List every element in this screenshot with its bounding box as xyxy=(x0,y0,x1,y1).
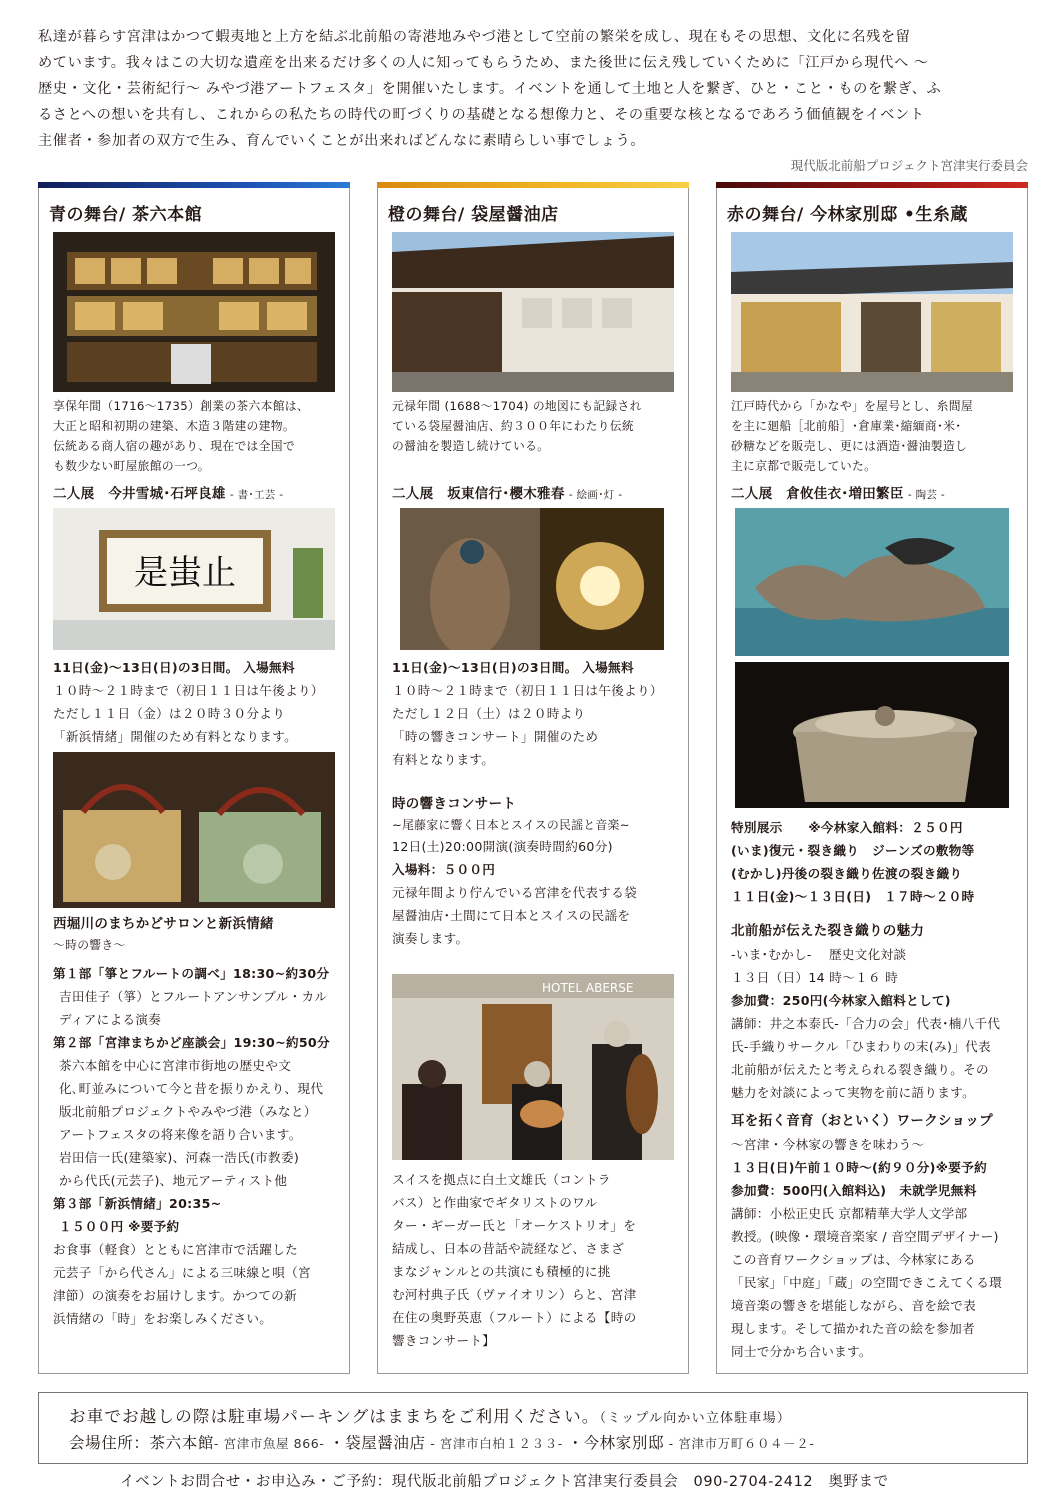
fukuya-building-photo xyxy=(392,232,674,392)
intro-line: めています。我々はこの大切な遺産を出来るだけ多くの人に知ってもらうため、また後世に伝え残していくために「江戸から現代へ ～ xyxy=(38,55,929,71)
desc-line: 主に京都で販売していた。 xyxy=(731,459,877,473)
concert-subtitle: ~尾藤家に響く日本とスイスの民謡と音楽~ xyxy=(392,818,630,832)
concert-price: 入場料：５００円 xyxy=(392,862,496,877)
part3-heading: 第３部「新浜情緒」20:35~ xyxy=(53,1196,222,1211)
sched-line: 「新浜情緒」開催のため有料となります。 xyxy=(53,729,297,744)
parking-notice xyxy=(69,1403,791,1427)
workshop-section xyxy=(731,1110,1017,1363)
description xyxy=(392,396,678,456)
concert-time: 12日(土)20:00開演(演奏時間約60分) xyxy=(392,839,613,854)
part3-line: 浜情緒の「時」をお楽しみください。 xyxy=(53,1311,273,1326)
desc-line: 砂糖などを販売し、更には酒造･醤油製造し xyxy=(731,439,968,453)
sched-line: 「時の響きコンサート」開催のため xyxy=(392,729,599,744)
desc-line: の醤油を製造し続けている。 xyxy=(392,439,550,453)
craft-bags-photo xyxy=(53,752,335,908)
concert-desc-line: ター・ギーガー氏と「オーケストリオ」を xyxy=(392,1218,637,1233)
desc-line: 江戸時代から「かなや」を屋号とし、糸間屋 xyxy=(731,399,973,413)
intro-text xyxy=(38,24,1028,154)
exhibit-genre: - 絵画･灯 - xyxy=(568,489,623,501)
workshop-fee: 参加費：500円(入館料込) 未就学児無料 xyxy=(731,1183,977,1198)
exhibit-title: 二人展 今井雪城･石坪良雄 xyxy=(53,486,226,502)
salon-program xyxy=(53,962,339,1330)
sched-line: １０時～２１時まで（初日１１日は午後より） xyxy=(392,683,663,698)
concert-performers-photo xyxy=(392,974,674,1160)
talk-line: -いま･むかし- 歴史文化対談 xyxy=(731,947,907,962)
part1-heading: 第１部「箏とフルートの調べ」18:30~約30分 xyxy=(53,966,330,981)
sched-line: 有料となります。 xyxy=(392,752,495,767)
special-line: 特別展示 ※今林家入館料：２５０円 xyxy=(731,820,963,835)
workshop-line: この音育ワークショップは、今林家にある xyxy=(731,1252,976,1267)
salon-section xyxy=(53,914,339,955)
talk-line: 北前船が伝えたと考えられる裂き織り。その xyxy=(731,1062,989,1077)
svg-text:是蚩止: 是蚩止 xyxy=(134,553,236,593)
description xyxy=(53,396,339,476)
desc-line: も数少ない町屋旅館の一つ。 xyxy=(53,459,210,473)
concert-section xyxy=(392,794,678,950)
part2-line: 版北前船プロジェクトやみやづ港（みなと） xyxy=(59,1104,317,1119)
exhibit-heading xyxy=(53,484,339,506)
venue-address: - 宮津市魚屋 866- xyxy=(213,1436,330,1451)
sched-line: １０時～２１時まで（初日１１日は午後より） xyxy=(53,683,324,698)
desc-line: を主に廻船［北前船］･倉庫業･縮緬商･米･ xyxy=(731,419,962,433)
chaloku-building-photo xyxy=(53,232,335,392)
concert-desc-line: 在住の奥野英恵（フルート）による【時の xyxy=(392,1310,637,1325)
intro-line: 歴史・文化・芸術紀行～ みやづ港アートフェスタ」を開催いたします。イベントを通して土地と人を繋ぎ、ひと・こと・ものを繋ぎ、ふ xyxy=(38,81,942,97)
intro-signature: 現代版北前船プロジェクト宮津実行委員会 xyxy=(790,158,1028,173)
workshop-line: 教授。(映像・環境音楽家 / 音空間デザイナー) xyxy=(731,1229,999,1244)
blue-accent-bar xyxy=(38,182,350,188)
exhibit-genre: - 書･工芸 - xyxy=(229,489,284,501)
stage-title: 青の舞台/ 茶六本館 xyxy=(49,205,203,225)
talk-line: 魅力を対談によって実物を前に語ります。 xyxy=(731,1085,975,1100)
workshop-title: 耳を拓く音育（おといく）ワークショップ xyxy=(731,1113,993,1129)
desc-line: 大正と昭和初期の建築、木造３階建の建物。 xyxy=(53,419,295,433)
column-orange-stage xyxy=(377,186,689,1374)
column-red-stage xyxy=(716,186,1028,1374)
intro-line: 私達が暮らす宮津はかつて蝦夷地と上方を結ぶ北前船の寄港地みやづ港として空前の繁栄を成し、現在もその思想、文化に名残を留 xyxy=(38,29,911,45)
desc-line: 享保年間（1716～1735）創業の茶六本館は、 xyxy=(53,399,309,413)
workshop-line: 境音楽の響きを堪能しながら、音を絵で表 xyxy=(731,1298,976,1313)
workshop-line: 同士で分かち合います。 xyxy=(731,1344,872,1359)
concert-desc-line: バス）と作曲家でギタリストのワル xyxy=(392,1195,598,1210)
part3-line: お食事（軽食）とともに宮津市で活躍した xyxy=(53,1242,298,1257)
sched-line: ただし１１日（金）は２０時３０分より xyxy=(53,706,286,721)
part2-line: 茶六本館を中心に宮津市街地の歴史や文 xyxy=(59,1058,292,1073)
concert-desc-line: まなジャンルとの共演にも積極的に挑 xyxy=(392,1264,611,1279)
part3-line: 津節）の演奏をお届けします。かつての新 xyxy=(53,1288,297,1303)
workshop-line: 現します。そして描かれた音の絵を参加者 xyxy=(731,1321,975,1336)
part3-line: 元芸子「から代さん」による三味線と唄（宮 xyxy=(53,1265,311,1280)
concert-desc-line: 響きコンサート】 xyxy=(392,1333,496,1348)
ceramic-pot-photo xyxy=(735,662,1009,808)
concert-line: 元禄年間より佇んでいる宮津を代表する袋 xyxy=(392,885,637,900)
exhibit-heading xyxy=(731,484,1017,506)
special-line: １１日(金)～１３日(日) １７時～２０時 xyxy=(731,889,975,904)
part2-line: アートフェスタの将来像を語り合います。 xyxy=(59,1127,302,1142)
part1-line: 吉田佳子（箏）とフルートアンサンブル・カル xyxy=(59,989,328,1004)
intro-line: 主催者・参加者の双方で生み、育んでいくことが出来ればどんなに素晴らしい事でしょう。 xyxy=(38,133,646,149)
stage-title: 橙の舞台/ 袋屋醤油店 xyxy=(388,205,559,225)
desc-line: 元禄年間 (1688～1704) の地図にも記録され xyxy=(392,399,642,413)
workshop-subtitle: ～宮津・今林家の響きを味わう～ xyxy=(731,1137,925,1152)
exhibit-title: 二人展 坂東信行･櫻木雅春 xyxy=(392,486,565,502)
talk-title: 北前船が伝えた裂き織りの魅力 xyxy=(731,923,925,939)
talk-line: 氏-手織りサークル「ひまわりの末(み)」代表 xyxy=(731,1039,991,1054)
workshop-line: 講師：小松正史氏 京都精華大学人文学部 xyxy=(731,1206,968,1221)
salon-subtitle: ～時の響き～ xyxy=(53,938,126,952)
schedule xyxy=(392,656,678,771)
part2-heading: 第２部「宮津まちかど座談会」19:30~約50分 xyxy=(53,1035,330,1050)
concert-line: 屋醤油店･土間にて日本とスイスの民謡を xyxy=(392,908,631,923)
venue-info-box xyxy=(38,1392,1028,1464)
desc-line: 伝統ある商人宿の趣があり、現在では全国で xyxy=(53,439,295,453)
part3-price: １５００円 ※要予約 xyxy=(59,1219,180,1234)
desc-line: ている袋屋醤油店、約３００年にわたり伝統 xyxy=(392,419,634,433)
concert-line: 演奏します。 xyxy=(392,931,469,946)
column-blue-stage xyxy=(38,186,350,1374)
imabayashi-house-photo xyxy=(731,232,1013,392)
description xyxy=(731,396,1017,476)
dates: 11日(金)～13日(日)の3日間。 入場無料 xyxy=(392,660,634,675)
venue-name: ・今林家別邸 xyxy=(567,1434,665,1452)
venue-name: 茶六本館 xyxy=(149,1434,214,1452)
salon-title: 西堀川のまちかどサロンと新浜情緒 xyxy=(53,916,274,932)
painting-light-photo xyxy=(400,508,664,650)
exhibit-title: 二人展 倉攸佳衣･増田繁臣 xyxy=(731,486,904,502)
part2-line: 岩田信一氏(建築家)、河森一浩氏(市教委) xyxy=(59,1150,300,1165)
concert-desc-line: スイスを拠点に白土文雄氏（コントラ xyxy=(392,1172,611,1187)
special-line: (いま)復元・裂き織り ジーンズの敷物等 xyxy=(731,843,975,858)
parking-note: （ミップル向かい立体駐車場） xyxy=(599,1411,792,1426)
venue-name: ・袋屋醤油店 xyxy=(329,1434,426,1452)
part2-line: から代氏(元芸子)、地元アーティスト他 xyxy=(59,1173,288,1188)
venue-address: - 宮津市白柏１２３３- xyxy=(425,1436,568,1451)
parking-text: お車でお越しの際は駐車場パーキングはままちをご利用ください。 xyxy=(69,1407,600,1426)
venue-address: - 宮津市万町６０４－２- xyxy=(664,1436,815,1451)
contact-line: イベントお問合せ・お申込み・ご予約：現代版北前船プロジェクト宮津実行委員会 090-2704-2412 奥野まで xyxy=(120,1474,889,1490)
talk-line: １３日（日）14 時～１６ 時 xyxy=(731,970,899,985)
dates: 11日(金)～13日(日)の3日間。 入場無料 xyxy=(53,660,295,675)
concert-desc-line: 結成し、日本の昔話や読経など、さまざ xyxy=(392,1241,625,1256)
concert-title: 時の響きコンサート xyxy=(392,796,517,812)
special-exhibit xyxy=(731,816,1017,908)
concert-desc-line: む河村典子氏（ヴァイオリン）らと、宮津 xyxy=(392,1287,637,1302)
venue-label: 会場住所： xyxy=(69,1434,150,1452)
ceramic-sculpture-photo xyxy=(735,508,1009,656)
exhibit-heading xyxy=(392,484,678,506)
part2-line: 化､町並みについて今と昔を振りかえり、現代 xyxy=(59,1081,324,1096)
part1-line: ディアによる演奏 xyxy=(59,1012,162,1027)
talk-fee: 参加費：250円(今林家入館料として) xyxy=(731,993,951,1008)
orange-accent-bar xyxy=(377,182,689,188)
stage-title: 赤の舞台/ 今林家別邸 •生糸蔵 xyxy=(727,205,968,225)
concert-description xyxy=(392,1168,678,1352)
calligraphy-exhibit-photo xyxy=(53,508,335,650)
special-line: (むかし)丹後の裂き織り佐渡の裂き織り xyxy=(731,866,963,881)
talk-section xyxy=(731,920,1017,1104)
talk-line: 講師：井之本泰氏-「合力の会」代表･楠八千代 xyxy=(731,1016,1001,1031)
photo-sign-text: HOTEL ABERSE xyxy=(542,981,634,995)
red-accent-bar xyxy=(716,182,1028,188)
exhibit-genre: - 陶芸 - xyxy=(907,489,945,501)
intro-line: るさとへの想いを共有し、これからの私たちの時代の町づくりの基礎となる想像力と、その重要な核となるであろう価値観をイベント xyxy=(38,107,925,123)
workshop-line: 「民家」「中庭」「蔵」の空間できこえてくる環 xyxy=(731,1275,1003,1290)
workshop-time: １３日(日)午前１０時～(約９０分)※要予約 xyxy=(731,1160,987,1175)
venue-addresses xyxy=(69,1431,814,1453)
sched-line: ただし１２日（土）は２０時より xyxy=(392,706,586,721)
schedule xyxy=(53,656,339,748)
